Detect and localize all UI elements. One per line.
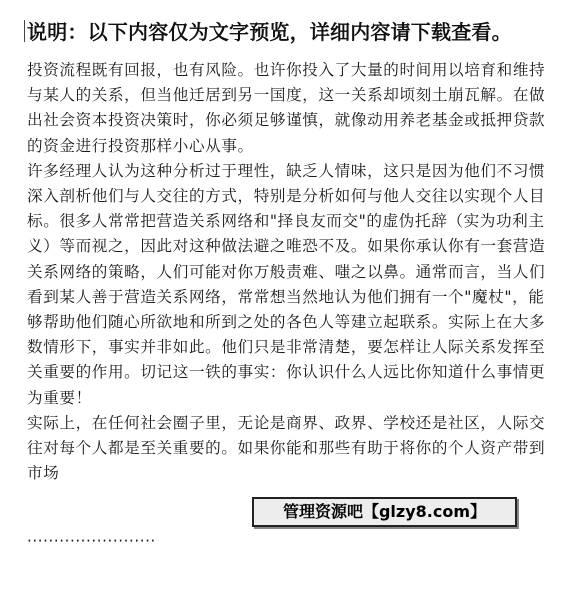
paragraph-3: 实际上，在任何社会圈子里，无论是商界、政界、学校还是社区，人际交往对每个人都是至关重要的。如果你能和那些有助于将你的个人资产带到市场 (27, 413, 546, 483)
paragraph-2: 许多经理人认为这种分析过于理性，缺乏人情味，这只是因为他们不习惯深入剖析他们与人交往的方式，特别是分析如何与他人交往以实现个人目标。很多人常常把营造关系网络和"择良友而交"的虚伪托辞（实为功利主义）等而视之，因此对这种做法避之唯恐不及。如果你承认你有一套营造关系网络的策略，人们可能对你万般责难、嗤之以鼻。通常而言，当人们看到某人善于营造关系网络，常常想当然地认为他们拥有一个"魔杖"，能够帮助他们随心所欲地和所到之处的各色人等建立起联系。实际上在大多数情形下，事实并非如此。他们只是非常清楚，要怎样让人际关系发挥至关重要的作用。切记这一铁的事实：你认识什么人远比你知道什么事情更为重要！ (27, 161, 546, 407)
site-watermark-badge: 管理资源吧【glzy8.com】 (252, 497, 517, 527)
preview-notice: 说明：以下内容仅为文字预览，详细内容请下载查看。 (27, 20, 512, 44)
text-cursor (24, 20, 25, 42)
truncation-dots: ························ (27, 532, 156, 550)
document-body (27, 58, 547, 486)
paragraph-1: 投资流程既有回报，也有风险。也许你投入了大量的时间用以培育和维持与某人的关系，但当他迁居到另一国度，这一关系却顷刻土崩瓦解。在做出社会资本投资决策时，你必须足够谨慎，就像动用养老基金或抵押贷款的资金进行投资那样小心从事。 (27, 61, 546, 155)
